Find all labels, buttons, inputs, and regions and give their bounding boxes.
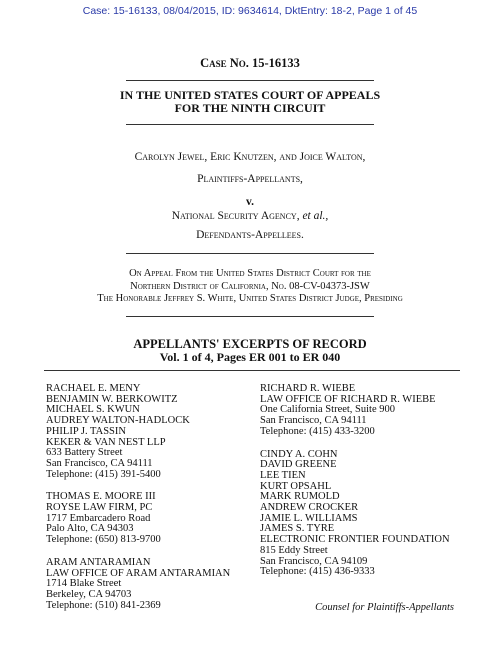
counsel-line: Telephone: (415) 436-9333	[260, 566, 375, 578]
defendants-role: Defendants-Appellees.	[196, 229, 304, 241]
counsel-line: 1717 Embarcadero Road	[46, 512, 151, 524]
left-counsel-column	[46, 384, 230, 611]
counsel-line: THOMAS E. MOORE III	[46, 491, 156, 503]
counsel-line: Telephone: (415) 391-5400	[46, 468, 161, 480]
counsel-block	[260, 384, 450, 438]
appeal-info	[0, 268, 500, 306]
plaintiffs-names: Carolyn Jewel, Eric Knutzen, and Joice Walton,	[134, 151, 366, 163]
counsel-line: LAW OFFICE OF ARAM ANTARAMIAN	[46, 567, 231, 579]
counsel-line: ELECTRONIC FRONTIER FOUNDATION	[260, 534, 450, 546]
defendants-name: National Security Agency,	[171, 210, 303, 222]
defendants-etal: et al.,	[302, 210, 329, 222]
appeal-line-1: On Appeal From the United States District Court for the	[129, 268, 371, 279]
counsel-line: BENJAMIN W. BERKOWITZ	[46, 393, 178, 405]
court-line-2: FOR THE NINTH CIRCUIT	[174, 101, 326, 115]
counsel-line: San Francisco, CA 94111	[260, 415, 367, 427]
counsel-line: 1714 Blake Street	[46, 578, 122, 590]
ecf-header: Case: 15-16133, 08/04/2015, ID: 9634614, DktEntry: 18-2, Page 1 of 45	[82, 5, 418, 17]
counsel-line: DAVID GREENE	[260, 459, 337, 471]
counsel-line: JAMIE L. WILLIAMS	[260, 512, 358, 524]
counsel-block	[46, 558, 230, 612]
divider-rule	[126, 80, 374, 81]
excerpts-heading	[0, 338, 500, 364]
counsel-line: LEE TIEN	[260, 469, 306, 481]
divider-rule	[126, 253, 374, 254]
divider-rule	[126, 316, 374, 317]
counsel-line: Telephone: (510) 841-2369	[46, 599, 161, 611]
court-line-1: IN THE UNITED STATES COURT OF APPEALS	[119, 88, 381, 102]
counsel-line: ROYSE LAW FIRM, PC	[46, 502, 153, 514]
counsel-block	[46, 384, 230, 480]
counsel-line: KURT OPSAHL	[260, 480, 332, 492]
counsel-line: KEKER & VAN NEST LLP	[46, 436, 166, 448]
counsel-line: MICHAEL S. KWUN	[46, 404, 140, 416]
counsel-block	[46, 492, 230, 546]
volume-info: Vol. 1 of 4, Pages ER 001 to ER 040	[159, 350, 341, 364]
appeal-line-3: The Honorable Jeffrey S. White, United States District Judge, Presiding	[97, 293, 403, 304]
counsel-line: San Francisco, CA 94111	[46, 457, 153, 469]
plaintiffs-role: Plaintiffs-Appellants,	[197, 173, 303, 185]
right-counsel-column	[260, 384, 450, 578]
counsel-line: AUDREY WALTON-HADLOCK	[46, 415, 190, 427]
counsel-line: MARK RUMOLD	[260, 491, 340, 503]
counsel-line: ARAM ANTARAMIAN	[46, 556, 151, 568]
counsel-line: LAW OFFICE OF RICHARD R. WIEBE	[260, 393, 436, 405]
counsel-for-label: Counsel for Plaintiffs-Appellants	[315, 602, 454, 613]
divider-rule	[126, 124, 374, 125]
counsel-line: Telephone: (415) 433-3200	[260, 425, 375, 437]
counsel-line: CINDY A. COHN	[260, 448, 338, 460]
counsel-line: JAMES S. TYRE	[260, 523, 335, 535]
case-number: Case No. 15-16133	[200, 56, 300, 70]
counsel-line: One California Street, Suite 900	[260, 404, 396, 416]
defendants-names	[0, 210, 500, 222]
counsel-line: Palo Alto, CA 94303	[46, 523, 134, 535]
counsel-line: RICHARD R. WIEBE	[260, 383, 356, 394]
counsel-line: 633 Battery Street	[46, 447, 123, 459]
counsel-line: ANDREW CROCKER	[260, 502, 359, 514]
counsel-line: Telephone: (650) 813-9700	[46, 534, 161, 546]
counsel-line: Berkeley, CA 94703	[46, 588, 132, 600]
counsel-block	[260, 450, 450, 578]
versus-label: v.	[246, 196, 254, 208]
excerpts-title: APPELLANTS' EXCERPTS OF RECORD	[133, 337, 367, 351]
counsel-divider	[44, 370, 460, 371]
counsel-line: San Francisco, CA 94109	[260, 555, 368, 567]
court-name	[0, 89, 500, 115]
appeal-line-2: Northern District of California, No. 08-CV-04373-JSW	[130, 280, 370, 292]
counsel-line: PHILIP J. TASSIN	[46, 425, 126, 437]
counsel-line: 815 Eddy Street	[260, 544, 328, 556]
counsel-line: RACHAEL E. MENY	[46, 383, 141, 394]
